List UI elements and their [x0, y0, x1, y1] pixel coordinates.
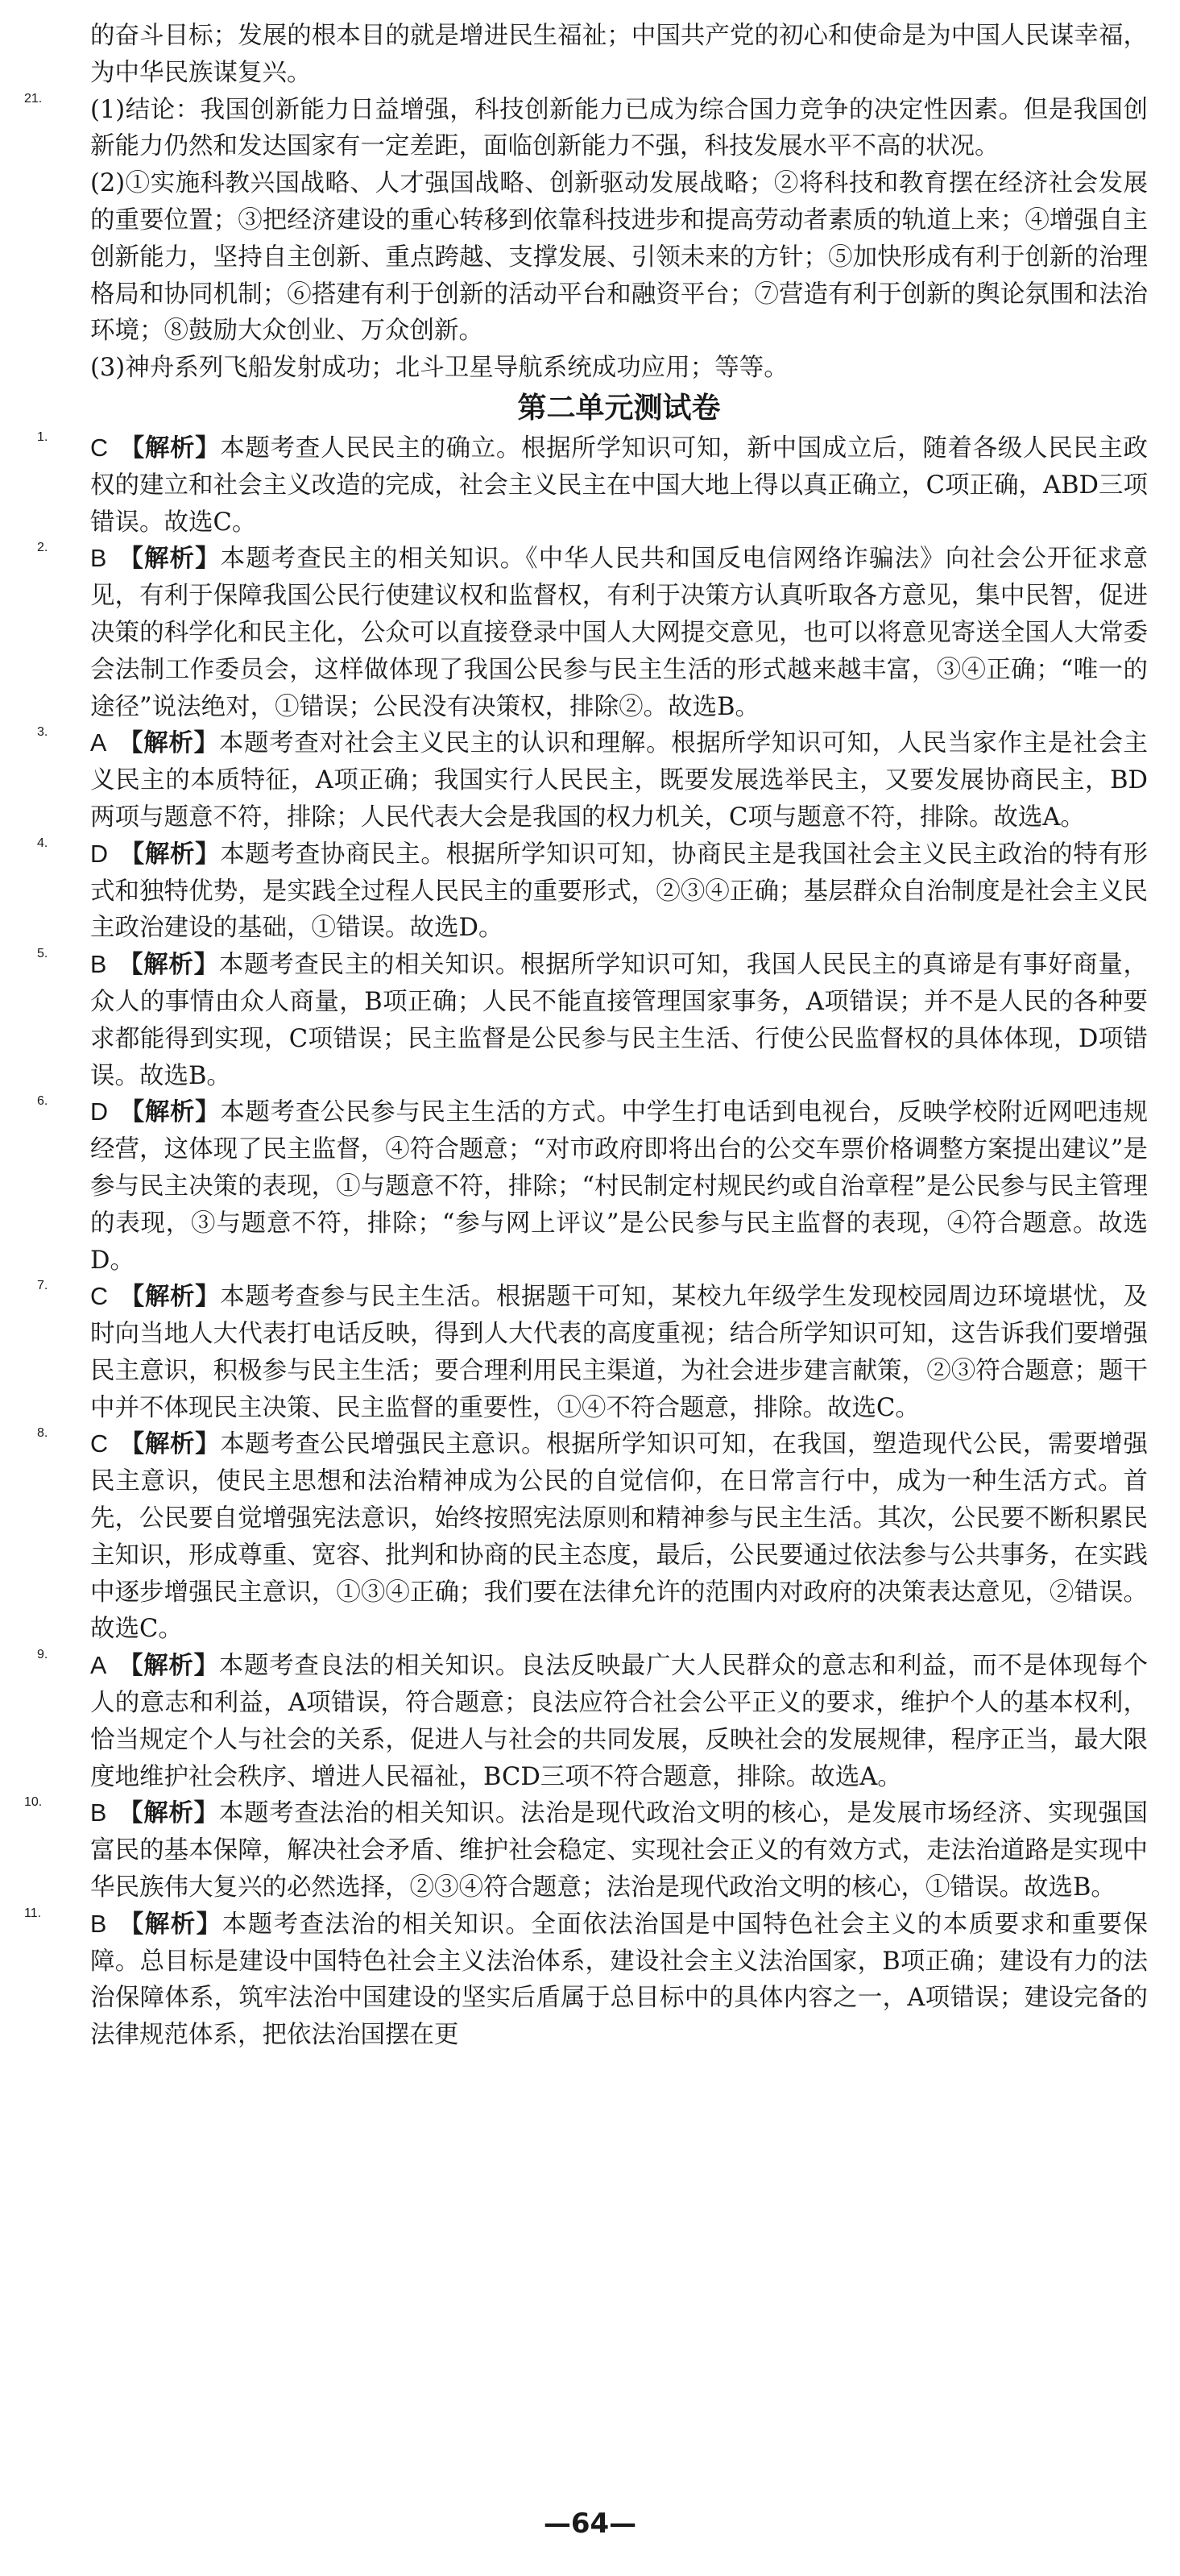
analysis-text: 本题考查良法的相关知识。良法反映最广大人民群众的意志和利益，而不是体现每个人的意志和利益，A项错误，符合题意；良法应符合社会公平正义的要求，维护个人的基本权利，恰当规定个人与社会的关系，促进人与社会的共同发展，反映社会的发展规律，程序正当，最大限度地维护社会秩序、增进人民福祉，BCD三项不符合题意，排除。故选A。 — [90, 1652, 1149, 1791]
section-title: 第二单元测试卷 — [517, 391, 721, 425]
q21-part2: (2)①实施科教兴国战略、人才强国战略、创新驱动发展战略；②将科技和教育摆在经济社会发展的重要位置；③把经济建设的重心转移到依靠科技进步和提高劳动者素质的轨道上来；④增强自主创新能力，坚持自主创新、重点跨越、支撑发展、引领未来的方针；⑤加快形成有利于创新的治理格局和协同机制；⑥搭建有利于创新的活动平台和融资平台；⑦营造有利于创新的舆论氛围和法治环境；⑧鼓励大众创业、万众创新。 — [90, 169, 1148, 346]
analysis-tag: 【解析】 — [118, 1652, 219, 1681]
page-number: —64— — [543, 2508, 637, 2540]
question-number: 8. — [37, 1426, 48, 1441]
answer-item — [37, 429, 1149, 541]
answer-item — [37, 1279, 1149, 1426]
q21-part3: (3)神舟系列飞船发射成功；北斗卫星导航系统成功应用；等等。 — [90, 354, 789, 383]
answer-list — [24, 429, 1149, 2054]
analysis-text: 本题考查参与民主生活。根据题干可知，某校九年级学生发现校园周边环境堪忧，及时向当地人大代表打电话反映，得到人大代表的高度重视；结合所学知识可知，这告诉我们要增强民主意识，积极参与民主生活；要合理利用民主渠道，为社会进步建言献策，②③符合题意；题干中并不体现民主决策、民主监督的重要性，①④不符合题意，排除。故选C。 — [90, 1283, 1149, 1422]
continuation-text: 的奋斗目标；发展的根本目的就是增进民生福祉；中国共产党的初心和使命是为中国人民谋幸福，为中华民族谋复兴。 — [90, 22, 1148, 87]
answer-item — [37, 1094, 1149, 1279]
answer-text — [90, 1426, 1148, 1648]
analysis-tag: 【解析】 — [118, 545, 221, 574]
q21-part1: (1)结论：我国创新能力日益增强，科技创新能力已成为综合国力竞争的决定性因素。但是我国创新能力仍然和发达国家有一定差距，面临创新能力不强，科技发展水平不高的状况。 — [90, 95, 1148, 161]
answer-letter: C — [90, 433, 109, 462]
answer-letter: C — [90, 1283, 109, 1311]
answer-item — [24, 1906, 1149, 2054]
answer-text — [90, 1279, 1148, 1426]
answer-item — [37, 1648, 1149, 1795]
analysis-text: 本题考查协商民主。根据所学知识可知，协商民主是我国社会主义民主政治的特有形式和独特优势，是实践全过程人民民主的重要形式，②③④正确；基层群众自治制度是社会主义民主政治建设的基础，①错误。故选D。 — [90, 840, 1149, 943]
answer-item — [24, 1795, 1149, 1906]
analysis-tag: 【解析】 — [118, 951, 219, 980]
answer-text — [90, 541, 1148, 725]
analysis-text: 本题考查法治的相关知识。法治是现代政治文明的核心，是发展市场经济、实现强国富民的基本保障，解决社会矛盾、维护社会稳定、实现社会正义的有效方式，走法治道路是实现中华民族伟大复兴的必然选择，②③④符合题意；法治是现代政治文明的核心，①错误。故选B。 — [90, 1799, 1149, 1902]
answer-letter: D — [90, 1098, 109, 1126]
answer-item — [37, 725, 1149, 836]
question-number: 9. — [37, 1648, 48, 1662]
analysis-text: 本题考查公民增强民主意识。根据所学知识可知，在我国，塑造现代公民，需要增强民主意识，使民主思想和法治精神成为公民的自觉信仰，在日常言行中，成为一种生活方式。首先，公民要自觉增强宪法意识，始终按照宪法原则和精神参与民主生活。其次，公民要不断积累民主知识，形成尊重、宽容、批判和协商的民主态度，最后，公民要通过依法参与公共事务，在实践中逐步增强民主意识，①③④正确；我们要在法律允许的范围内对政府的决策表达意见，②错误。故选C。 — [90, 1430, 1149, 1644]
answer-letter: D — [90, 840, 109, 868]
answer-letter: B — [90, 1910, 107, 1938]
answer-letter: A — [90, 729, 107, 757]
answer-letter: B — [90, 1799, 107, 1827]
analysis-text: 本题考查公民参与民主生活的方式。中学生打电话到电视台，反映学校附近网吧违规经营，这体现了民主监督，④符合题意；“对市政府即将出台的公交车票价格调整方案提出建议”是参与民主决策的表现，①与题意不符，排除；“村民制定村规民约或自治章程”是公民参与民主管理的表现，③与题意不符，排除；“参与网上评议”是公民参与民主监督的表现，④符合题意。故选D。 — [90, 1098, 1149, 1275]
analysis-text: 本题考查法治的相关知识。全面依法治国是中国特色社会主义的本质要求和重要保障。总目标是建设中国特色社会主义法治体系，建设社会主义法治国家，B项正确；建设有力的法治保障体系，筑牢法治中国建设的坚实后盾属于总目标中的具体内容之一，A项错误；建设完备的法律规范体系，把依法治国摆在更 — [90, 1910, 1149, 2050]
analysis-tag: 【解析】 — [118, 1799, 219, 1828]
analysis-tag: 【解析】 — [119, 1098, 221, 1127]
question-number: 5. — [37, 947, 48, 961]
analysis-tag: 【解析】 — [118, 1910, 222, 1939]
answer-letter: C — [90, 1430, 109, 1458]
answer-text — [90, 947, 1148, 1094]
analysis-tag: 【解析】 — [118, 729, 219, 758]
question-number: 3. — [37, 725, 48, 740]
analysis-text: 本题考查民主的相关知识。根据所学知识可知，我国人民民主的真谛是有事好商量，众人的事情由众人商量，B项正确；人民不能直接管理国家事务，A项错误；并不是人民的各种要求都能得到实现，C项错误；民主监督是公民参与民主生活、行使公民监督权的具体体现，D项错误。故选B。 — [90, 951, 1149, 1090]
question-number: 4. — [37, 836, 48, 850]
answer-text — [90, 1906, 1148, 2054]
question-number: 10. — [24, 1795, 43, 1810]
analysis-text: 本题考查对社会主义民主的认识和理解。根据所学知识可知，人民当家作主是社会主义民主的本质特征，A项正确；我国实行人民民主，既要发展选举民主，又要发展协商民主，BD两项与题意不符，排除；人民代表大会是我国的权力机关，C项与题意不符，排除。故选A。 — [90, 729, 1149, 832]
answer-text — [90, 1648, 1148, 1795]
analysis-text: 本题考查民主的相关知识。《中华人民共和国反电信网络诈骗法》向社会公开征求意见，有利于保障我国公民行使建议权和监督权，有利于决策方认真听取各方意见，集中民智，促进决策的科学化和民主化，公众可以直接登录中国人大网提交意见，也可以将意见寄送全国人大常委会法制工作委员会，这样做体现了我国公民参与民主生活的形式越来越丰富，③④正确；“唯一的途径”说法绝对，①错误；公民没有决策权，排除②。故选B。 — [90, 545, 1149, 721]
question-number: 1. — [37, 429, 48, 444]
question-21 — [24, 91, 1148, 387]
analysis-tag: 【解析】 — [119, 840, 221, 869]
answer-letter: B — [90, 545, 107, 573]
analysis-tag: 【解析】 — [119, 433, 221, 463]
question-number: 7. — [37, 1279, 48, 1293]
answer-item — [37, 947, 1149, 1094]
answer-text — [90, 430, 1148, 541]
answer-item — [37, 836, 1149, 947]
analysis-text: 本题考查人民民主的确立。根据所学知识可知，新中国成立后，随着各级人民民主政权的建立和社会主义改造的完成，社会主义民主在中国大地上得以真正确立，C项正确，ABD三项错误。故选C。 — [90, 433, 1149, 537]
answer-text — [90, 1094, 1148, 1279]
analysis-tag: 【解析】 — [119, 1430, 221, 1459]
question-number: 6. — [37, 1094, 48, 1109]
answer-letter: B — [90, 951, 107, 979]
question-number: 11. — [24, 1906, 42, 1920]
answer-letter: A — [90, 1652, 107, 1680]
answer-text — [90, 836, 1148, 947]
answer-text — [90, 1795, 1148, 1906]
analysis-tag: 【解析】 — [119, 1283, 221, 1312]
answer-item — [37, 1426, 1149, 1648]
answer-item — [37, 541, 1149, 725]
question-number: 21. — [24, 91, 43, 106]
answer-text — [90, 725, 1148, 836]
question-number: 2. — [37, 541, 48, 555]
